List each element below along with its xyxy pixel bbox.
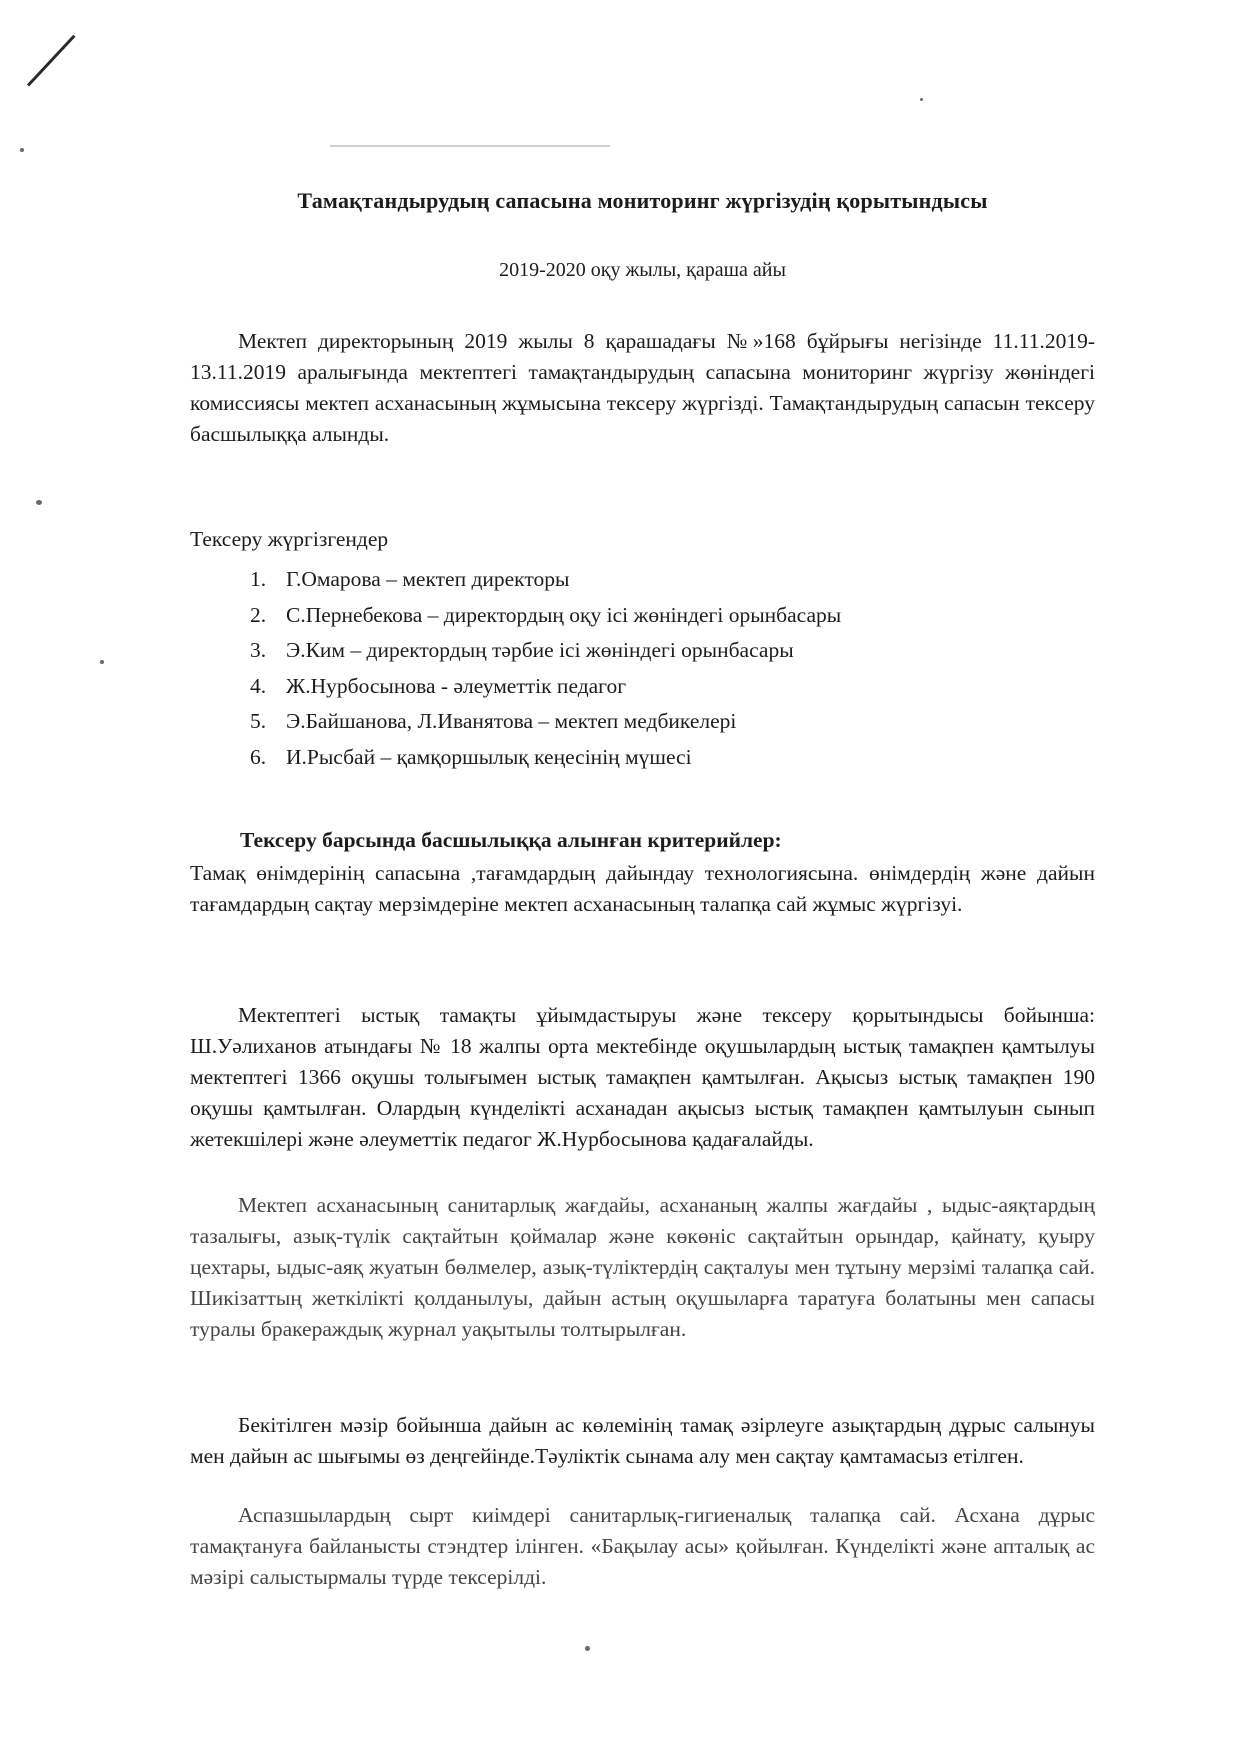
list-item-number: 6. xyxy=(250,744,267,769)
list-item-number: 3. xyxy=(250,638,267,663)
inspectors-label: Тексеру жүргізгендер xyxy=(190,527,389,551)
list-item-number: 1. xyxy=(250,567,267,591)
list-item-text: Э.Ким – директордың тәрбие ісі жөніндегі орынбасары xyxy=(286,638,794,663)
list-item xyxy=(250,562,841,598)
intro-paragraph: Мектеп директорының 2019 жылы 8 қарашадағы №»168 бұйрығы негізінде 11.11.2019-13.11.2019 аралығында мектептегі тамақтандырудың сапасына мониторинг жүргізу жөніндегі комиссиясы мектеп асханасының жұмысына тексеру жүргізді. Тамақтандырудың сапасын тексеру басшылыққа алынды. xyxy=(190,329,1095,446)
faded-scan-mark xyxy=(330,145,610,147)
list-item-text: С.Пернебекова – директордың оқу ісі жөніндегі орынбасары xyxy=(286,602,842,627)
list-item xyxy=(250,669,841,705)
list-item-number: 2. xyxy=(250,602,267,627)
list-item xyxy=(250,633,841,669)
criteria-paragraph: Тамақ өнімдерінің сапасына ,тағамдардың дайындау технологиясына. өнімдердің және дайын тағамдардың сақтау мерзімдеріне мектеп асханасының талапқа сай жұмыс жүргізуі. xyxy=(190,861,1095,916)
document-title: Тамақтандырудың сапасына мониторинг жүргізудің қорытындысы xyxy=(297,188,988,213)
list-item-text: Ж.Нурбосынова - әлеуметтік педагог xyxy=(286,673,627,698)
list-item-text: Э.Байшанова, Л.Иванятова – мектеп медбикелері xyxy=(286,709,737,734)
scan-speck xyxy=(20,148,24,152)
criteria-heading: Тексеру барсында басшылыққа алынған критерийлер: xyxy=(240,828,782,852)
list-item-number: 4. xyxy=(250,673,267,698)
hot-meals-paragraph: Мектептегі ыстық тамақты ұйымдастыруы және тексеру қорытындысы бойынша: Ш.Уәлиханов атындағы № 18 жалпы орта мектебінде оқушылардың ыстық тамақпен қамтылуы мектептегі 1366 оқушы толығымен ыстық тамақпен қамтылған. Ақысыз ыстық тамақпен 190 оқушы қамтылған. Олардың күнделікті асханадан ақысыз ыстық тамақпен қамтылуын сынып жетекшілері және әлеуметтік педагог Ж.Нурбосынова қадағалайды. xyxy=(190,1003,1095,1151)
inspectors-list xyxy=(250,562,841,776)
list-item-text: И.Рысбай – қамқоршылық кеңесінің мүшесі xyxy=(286,744,692,769)
scan-speck xyxy=(920,98,923,101)
cooks-paragraph: Аспазшылардың сырт киімдері санитарлық-гигиеналық талапқа сай. Асхана дұрыс тамақтануға байланысты стэндтер ілінген. «Бақылау асы» қойылған. Күнделікті және апталық ас мәзірі салыстырмалы түрде тексерілді. xyxy=(190,1503,1095,1589)
scan-speck xyxy=(585,1646,590,1651)
pen-stroke-mark xyxy=(27,35,76,87)
sanitary-paragraph: Мектеп асханасының санитарлық жағдайы, асхананың жалпы жағдайы , ыдыс-аяқтардың тазалығы, азық-түлік сақтайтын қоймалар және көкөніс сақтайтын орындар, қайнату, қуыру цехтары, ыдыс-аяқ жуатын бөлмелер, азық-түліктердің сақталуы мен тұтыну мерзімі талапқа сай. Шикізаттың жеткілікті қолданылуы, дайын астың оқушыларға таратуға болатыны мен сапасы туралы бракераждық журнал уақытылы толтырылған. xyxy=(190,1193,1095,1341)
menu-paragraph: Бекітілген мәзір бойынша дайын ас көлемінің тамақ әзірлеуге азықтардың дұрыс салынуы мен дайын ас шығымы өз деңгейінде.Тәуліктік сынама алу мен сақтау қамтамасыз етілген. xyxy=(190,1413,1095,1468)
list-item-number: 5. xyxy=(250,709,267,734)
scan-speck xyxy=(100,660,104,664)
list-item xyxy=(250,598,841,634)
list-item-text: Г.Омарова – мектеп директоры xyxy=(286,567,570,591)
list-item xyxy=(250,704,841,740)
document-subtitle: 2019-2020 оқу жылы, қараша айы xyxy=(499,259,786,281)
scan-speck xyxy=(36,500,42,505)
list-item xyxy=(250,740,841,776)
